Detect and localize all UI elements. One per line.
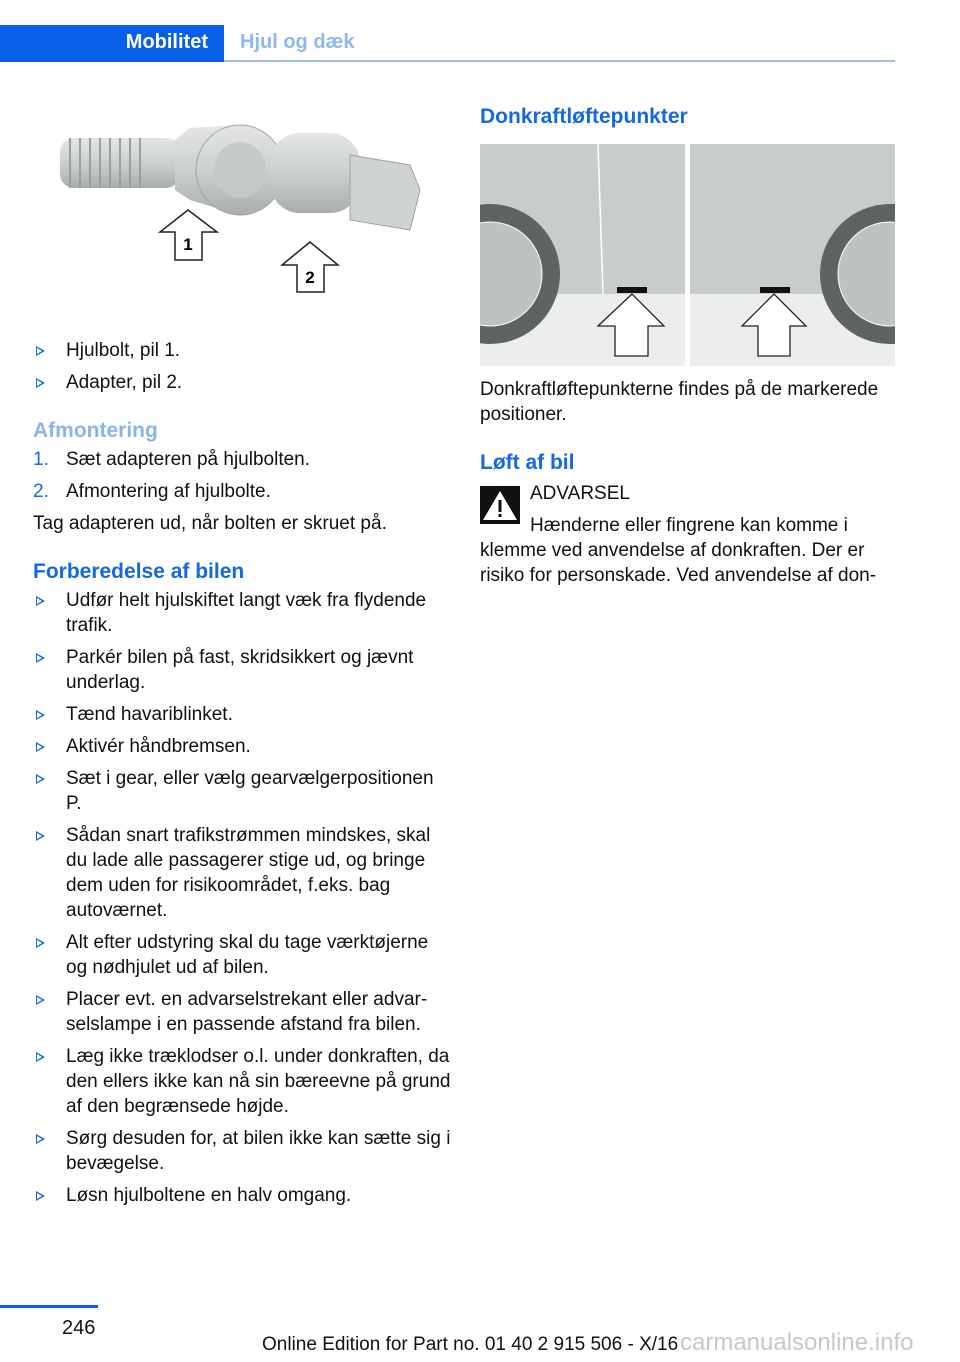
triangle-bullet-icon [36,1191,45,1201]
page-number: 246 [62,1317,96,1339]
list-item [33,987,453,1037]
warning-block [480,481,900,588]
header-rule [224,60,895,62]
forberedelse-list [33,588,453,1208]
heading-loeft-af-bil: Løft af bil [480,451,575,474]
list-item [33,930,453,980]
triangle-bullet-icon [36,1052,45,1062]
figure-legend [33,338,453,395]
item-text: Tænd havariblinket. [66,704,233,725]
step-item [33,479,453,504]
step-number: 2. [33,481,49,502]
list-item [33,338,453,363]
list-item [33,766,453,816]
list-item [33,1044,453,1119]
triangle-bullet-icon [36,831,45,841]
warning-text: Hænderne eller fingrene kan komme i klemme ved anvendelse af donkraften. Der er risiko for personskade. Ved anvendelse af don- [480,515,877,586]
warning-triangle-icon [480,486,520,524]
item-text: Alt efter udstyring skal du tage værktøjerne og nødhjulet ud af bilen. [66,932,429,978]
item-text: Sørg desuden for, at bilen ikke kan sætte sig i bevægelse. [66,1128,451,1174]
list-item [33,702,453,727]
item-text: Aktivér håndbremsen. [66,736,251,757]
item-text: Parkér bilen på fast, skridsikkert og jævnt underlag. [66,647,414,693]
donkraft-description: Donkraftløftepunkterne findes på de markerede positioner. [480,379,879,425]
heading-donkraft: Donkraftløftepunkter [480,105,688,128]
chapter-title: Mobilitet [125,31,208,53]
item-text: Udfør helt hjulskiftet langt væk fra flydende trafik. [66,590,427,636]
item-text: Læg ikke træklodser o.l. under donkraften, da den ellers ikke kan nå sin bæreevne på grund af den begrænsede højde. [66,1046,451,1117]
edition-text: Online Edition for Part no. 01 40 2 915 506 - X/16 [262,1334,679,1355]
item-text: Sæt i gear, eller vælg gearvælgerpositionen P. [66,768,434,814]
heading-forberedelse: Forberedelse af bilen [33,560,245,583]
list-item [33,1183,453,1208]
step-text: Afmontering af hjulbolte. [66,481,271,502]
arrow-label-2: 2 [305,268,315,287]
left-column [33,338,453,1215]
triangle-bullet-icon [36,774,45,784]
step-number: 1. [33,449,49,470]
section-title: Hjul og dæk [240,31,355,53]
list-item [33,823,453,923]
list-item [33,645,453,695]
list-item [33,588,453,638]
triangle-bullet-icon [36,742,45,752]
item-text: Adapter, pil 2. [66,372,183,393]
watermark: carmanualsonline.info [680,1329,914,1356]
triangle-bullet-icon [36,995,45,1005]
item-text: Sådan snart trafikstrømmen mindskes, skal du lade alle passagerer stige ud, og bringe dem uden for risikoområdet, f.eks. bag autoværnet. [66,825,431,921]
list-item [33,370,453,395]
item-text: Placer evt. en advarselstrekant eller advarselslampe i en passende afstand fra bilen. [66,989,428,1035]
arrow-label-1: 1 [183,235,193,254]
triangle-bullet-icon [36,938,45,948]
step-item [33,447,453,472]
item-text: Hjulbolt, pil 1. [66,340,181,361]
wheel-bolt-adapter-illustration [40,120,440,320]
afmontering-steps [33,447,453,504]
jacking-points-illustration [480,144,895,366]
step-text: Sæt adapteren på hjulbolten. [66,449,311,470]
triangle-bullet-icon [36,596,45,606]
list-item [33,1126,453,1176]
footer-rule [0,1305,98,1308]
item-text: Løsn hjulboltene en halv omgang. [66,1185,352,1206]
list-item [33,734,453,759]
right-column [480,103,900,588]
warning-title: ADVARSEL [530,483,630,504]
triangle-bullet-icon [36,653,45,663]
triangle-bullet-icon [36,346,45,356]
triangle-bullet-icon [36,710,45,720]
triangle-bullet-icon [36,378,45,388]
afmontering-note: Tag adapteren ud, når bolten er skruet på. [33,513,387,534]
triangle-bullet-icon [36,1134,45,1144]
heading-afmontering: Afmontering [33,419,158,442]
